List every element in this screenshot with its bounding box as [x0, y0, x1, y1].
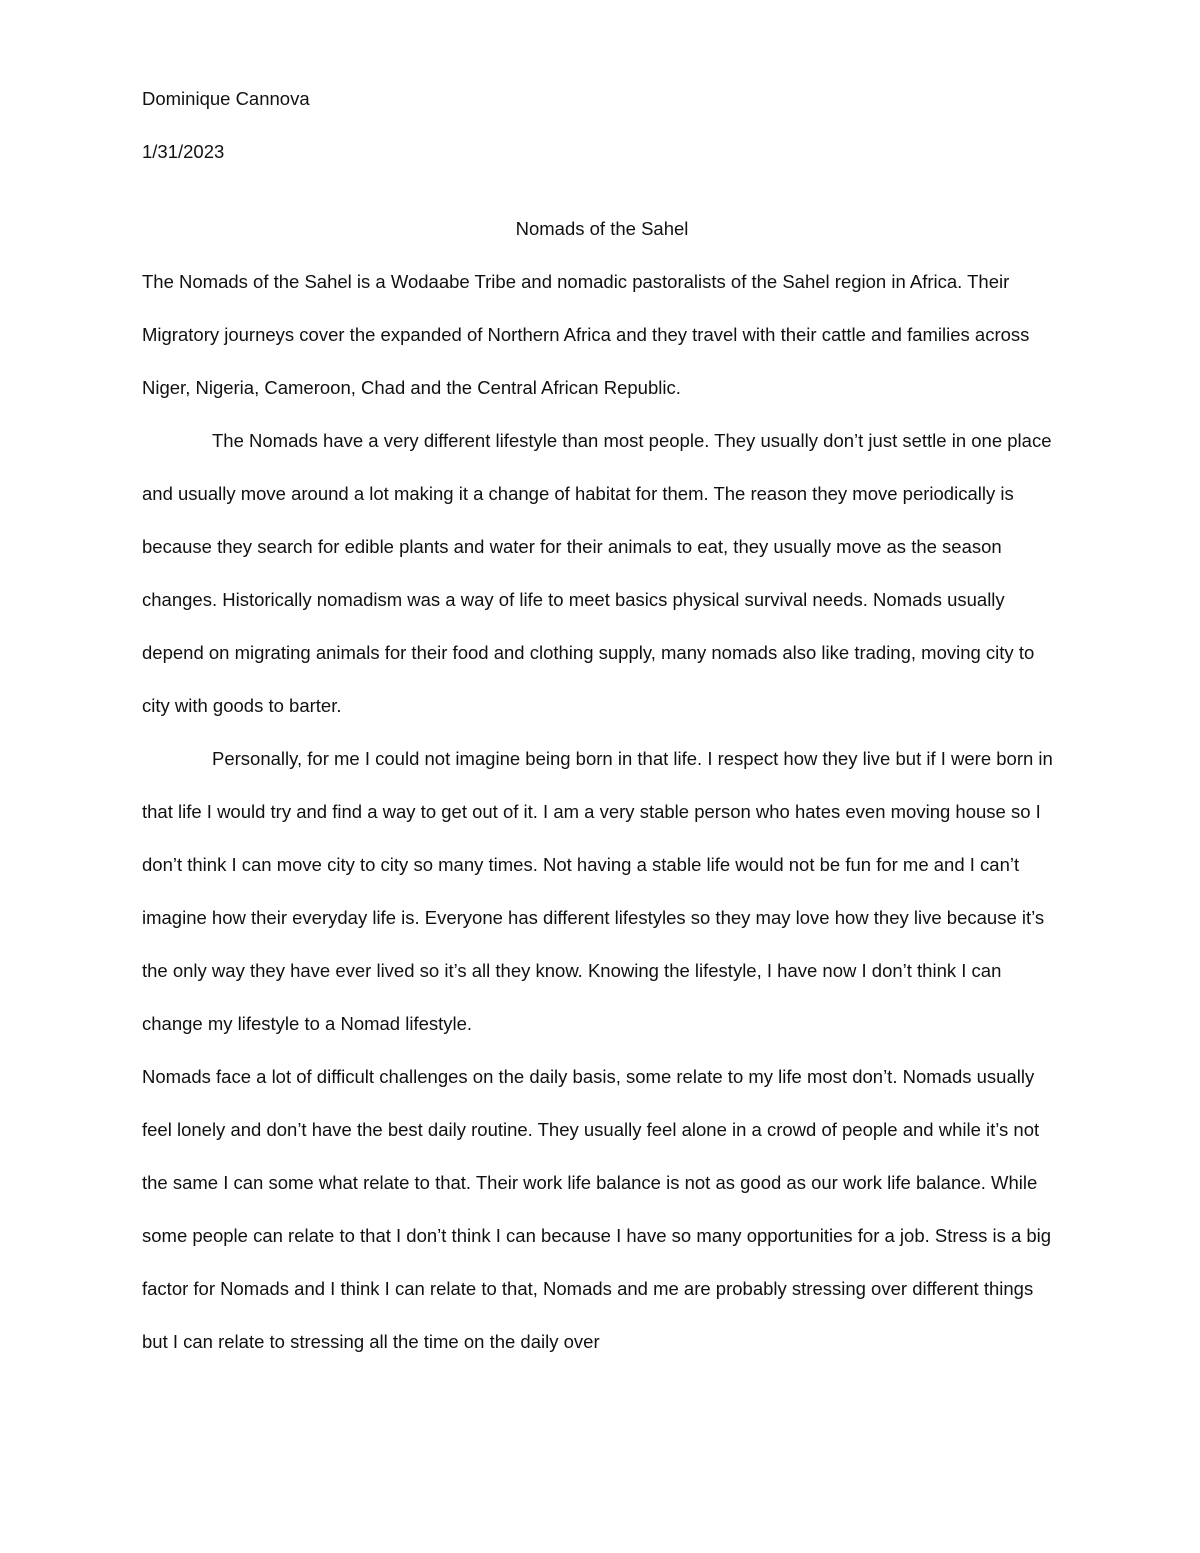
paragraph-2: The Nomads have a very different lifestyle than most people. They usually don’t just settle in one place and usually move around a lot making it a change of habitat for them. The reason they move periodically is because they search for edible plants and water for their animals to eat, they usually move as the season changes. Historically nomadism was a way of life to meet basics physical survival needs. Nomads usually depend on migrating animals for their food and clothing supply, many nomads also like trading, moving city to city with goods to barter. — [142, 430, 1052, 716]
document-date: 1/31/2023 — [142, 141, 225, 162]
paragraph-1: The Nomads of the Sahel is a Wodaabe Tribe and nomadic pastoralists of the Sahel region in Africa. Their Migratory journeys cover the expanded of Northern Africa and they travel with their cattle and families across Niger, Nigeria, Cameroon, Chad and the Central African Republic. — [142, 271, 1030, 398]
document-body — [142, 72, 1062, 1368]
document-title: Nomads of the Sahel — [515, 218, 689, 239]
paragraph-3: Personally, for me I could not imagine being born in that life. I respect how they live but if I were born in that life I would try and find a way to get out of it. I am a very stable person who hates even moving house so I don’t think I can move city to city so many times. Not having a stable life would not be fun for me and I can’t imagine how their everyday life is. Everyone has different lifestyles so they may love how they live because it’s the only way they have ever lived so it’s all they know. Knowing the lifestyle, I have now I don’t think I can change my lifestyle to a Nomad lifestyle. — [142, 748, 1053, 1034]
author-name: Dominique Cannova — [142, 88, 310, 109]
paragraph-4: Nomads face a lot of difficult challenges on the daily basis, some relate to my life most don’t. Nomads usually feel lonely and don’t have the best daily routine. They usually feel alone in a crowd of people and while it’s not the same I can some what relate to that. Their work life balance is not as good as our work life balance. While some people can relate to that I don’t think I can because I have so many opportunities for a job. Stress is a big factor for Nomads and I think I can relate to that, Nomads and me are probably stressing over different things but I can relate to stressing all the time on the daily over — [142, 1066, 1052, 1352]
